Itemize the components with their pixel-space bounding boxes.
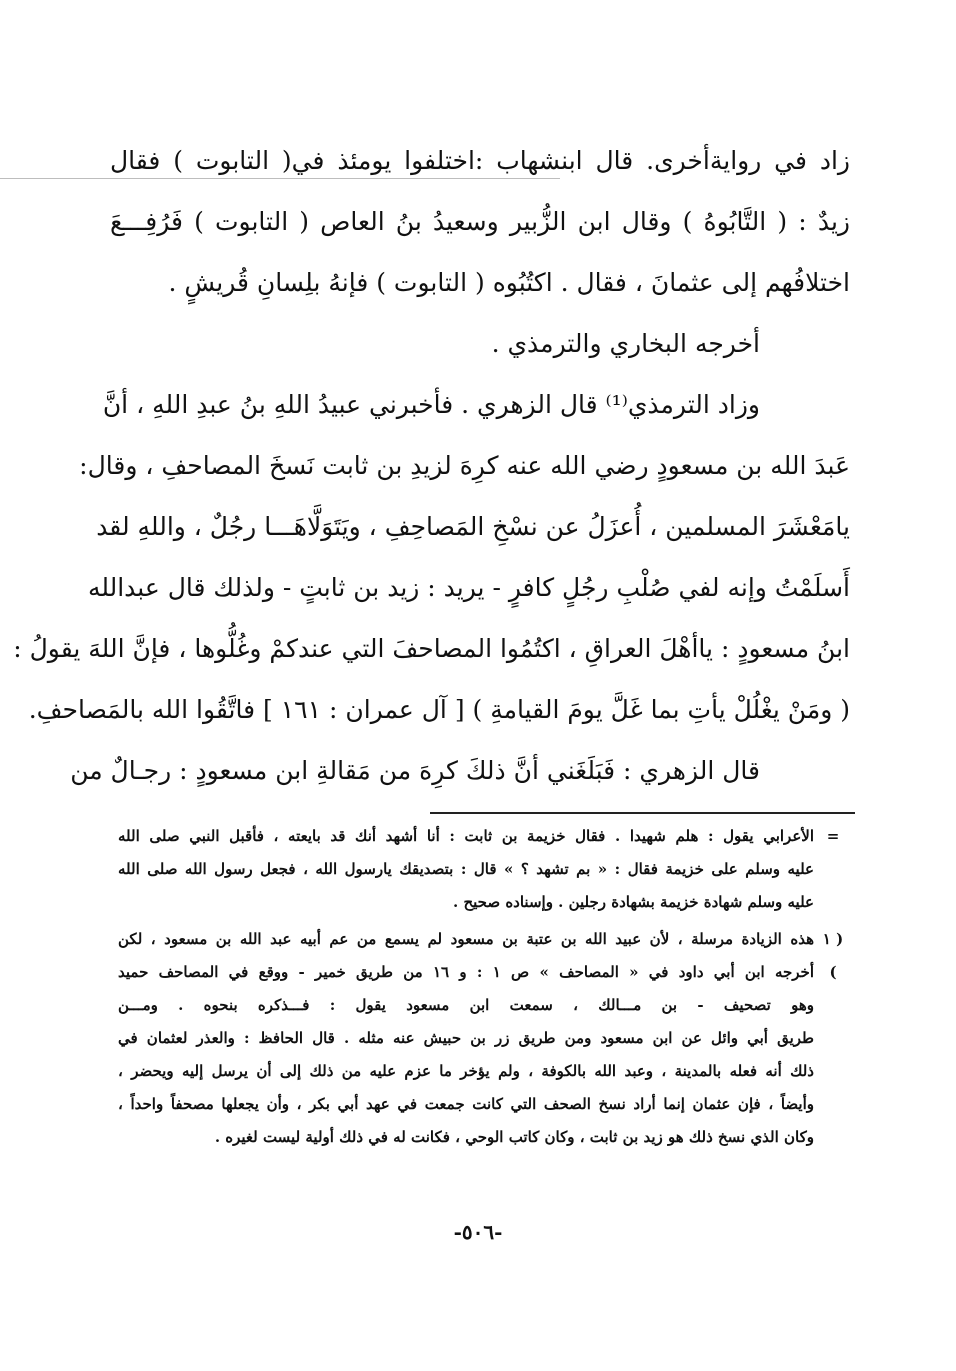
footnote-line: هذه الزيادة مرسلة ، لأن عبيد الله بن عتبة بن مسعود لم يسمع من عم أبيه عبد الله بن مسعود ، لكن	[118, 930, 814, 948]
footnote-line: الأعرابي يقول : هلم شهيدا . فقال خزيمة بن ثابت : أنا أشهد أنك قد بايعته ، فأقبل النبي صلى الله	[118, 827, 814, 845]
footnote-line: عليه وسلم على خزيمة فقال : « بم تشهد ؟ » قال : بتصديقك يارسول الله ، فجعل رسول الله صلى الله	[118, 860, 814, 878]
body-line: اختلافُهم إلى عثمانَ ، فقال . اكتُبُوه ( التابوت ) فإنهُ بلِسانِ قُريشٍ .	[168, 268, 850, 297]
page-number: -٥٠٦-	[453, 1220, 503, 1244]
footnote-separator	[430, 812, 855, 814]
footnotes-section	[118, 820, 848, 1154]
footnote-line: أخرجه ابن أبي داود في « المصاحف » ص ١ : و ١٦ من طريق خمير - ووقع في المصاحف حميد	[118, 963, 814, 981]
body-line: أَسلَمْتُ وإنه لفي صُلْبِ رجُلٍ كافرٍ - يريد : زيد بن ثابتٍ - ولذلك قال عبدالله	[87, 573, 850, 602]
footnote-line: عليه وسلم شهادة خزيمة بشهادة رجلين . وإسناده صحيح .	[453, 893, 814, 911]
footnote-line: وأيضاً ، فإن عثمان إنما أراد نسخ الصحف التي كانت جمعت في عهد أبي بكر ، وأن يجعلها مصحفاً واحداً ،	[118, 1095, 814, 1113]
body-line: قال الزهري : فَبَلَغَني أنَّ ذلكَ كرِهَ من مَقالةِ ابن مسعودٍ : رجـالٌ من	[70, 756, 760, 785]
footnote-continuation-mark: =	[826, 827, 840, 845]
footnote-line: وهو تصحيف - بن مـــالك ، سمعت ابن مسعود يقول : فـــذكره بنحوه . ومـــن	[118, 996, 814, 1014]
body-line: يامَعْشَرَ المسلمين ، أُعزَلُ عن نسْخِ المَصاحِفِ ، ويَتَوَلَّاهَـــا رجُلٌ ، واللهِ لقد	[96, 512, 850, 541]
footnote-line: ذلك أنه فعله بالمدينة ، وعبد الله بالكوفة ، ولم يؤخر ما عزم عليه من ذلك إلى أن يرسل إليه ويحضر ،	[118, 1062, 814, 1080]
footnote-number: ( ١ )	[822, 930, 844, 981]
body-line: أخرجه البخاري والترمذي .	[491, 329, 760, 358]
body-line: عَبدَ الله بن مسعودٍ رضي الله عنه كرِهَ لزيدِ بن ثابت نَسخَ المصاحفِ ، وقال:	[79, 451, 850, 480]
body-line: ابنُ مسعودٍ : ياأهْلَ العراقِ ، اكتُمُوا المصاحفَ التي عندكمْ وغُلُّوها ، فإنَّ اللهَ يقولُ :	[13, 634, 850, 663]
body-line: ( ومَنْ يغْلُلْ يأتِ بما غَلَّ يومَ القيامةِ ) [ آل عمران : ١٦١ ] فاتَّقُوا الله بالمَصاحفِ.	[28, 695, 850, 724]
footnote-1	[118, 923, 848, 1154]
main-body-text	[13, 130, 850, 801]
footnote-line: طريق أبي وائل عن ابن مسعود ومن طريق زر بن حبيش عنه مثله . قال الحافظ : والعذر لعثمان في	[118, 1029, 814, 1047]
body-line: وزاد الترمذي⁽¹⁾ قال الزهري . فأخبرني عبيدُ اللهِ بنُ عبدِ اللهِ ، أنَّ	[102, 390, 760, 419]
footnote-continuation	[118, 820, 848, 919]
body-line: زيدٌ : ( التَّابُوهُ ) وقال ابن الزُّبير وسعيدُ بنُ العاص ( التابوت ) فَرُفِـــعَ	[110, 207, 850, 236]
body-line: زاد في روايةأخرى. قال ابنشهاب :اختلفوا يومئذ في( التابوت ) فقال	[110, 146, 850, 175]
footnote-line: وكان الذي نسخ ذلك هو زيد بن ثابت ، وكان كاتب الوحي ، فكانت له في ذلك أولية ليست لغيره .	[214, 1128, 814, 1146]
